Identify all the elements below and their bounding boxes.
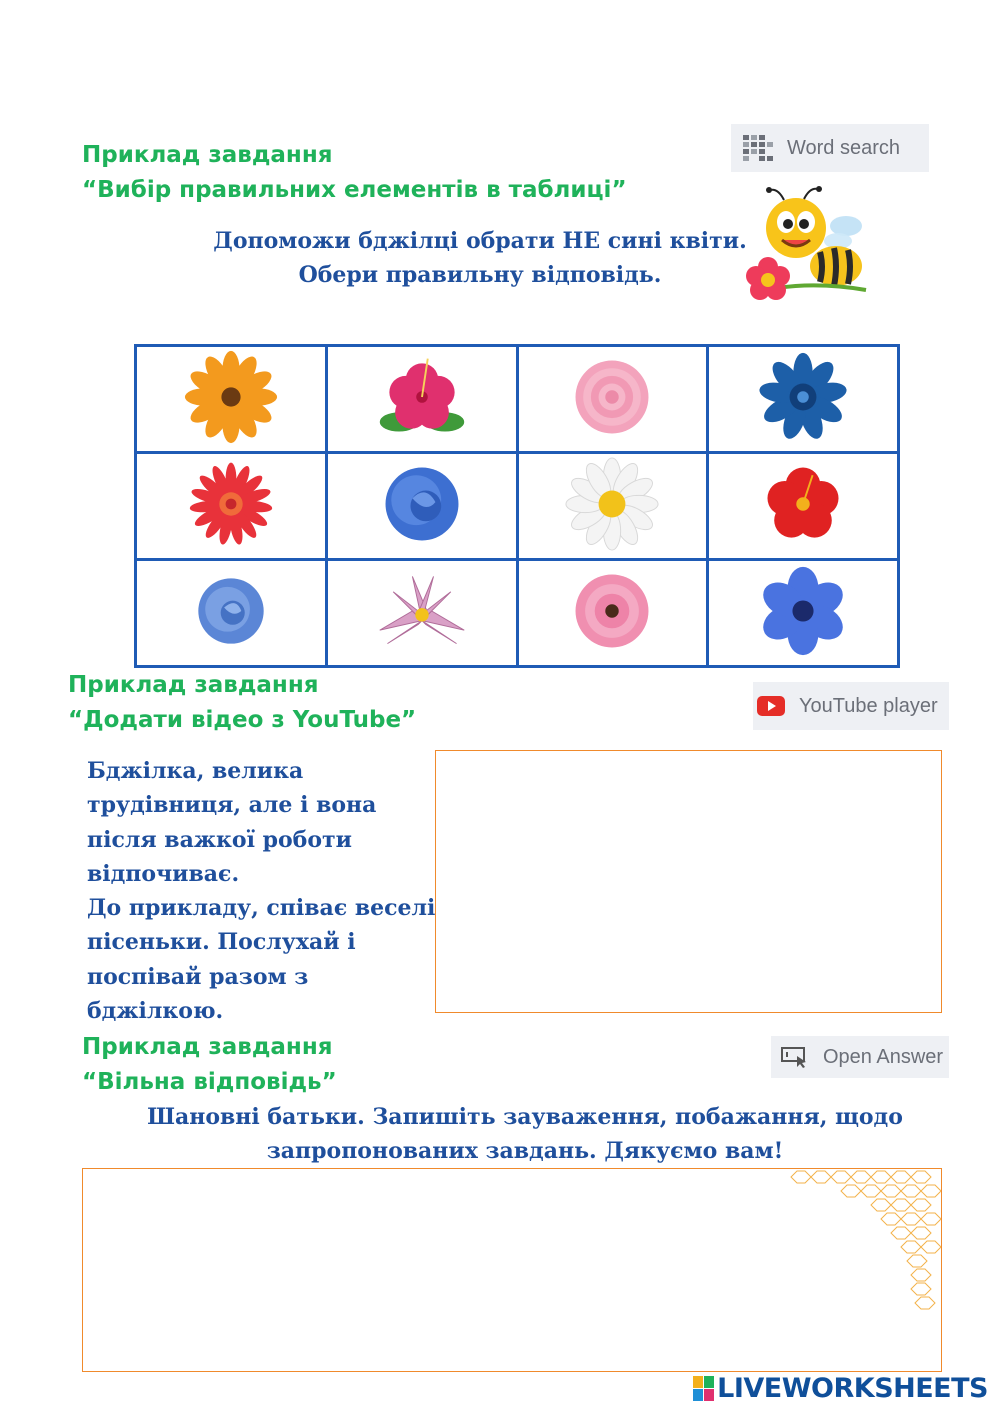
section1-title <box>82 138 627 208</box>
blue-rose-icon <box>374 456 470 552</box>
section2-text-line: До прикладу, співає веселі <box>87 895 436 922</box>
open-answer-chip-label: Open Answer <box>823 1045 944 1068</box>
section2-text <box>87 754 437 1028</box>
flower-cell[interactable] <box>517 346 708 453</box>
section2-text-line: відпочиває. <box>87 860 240 887</box>
red-hibiscus-icon <box>755 456 851 552</box>
section1-instruction <box>130 224 830 292</box>
flower-cell[interactable] <box>136 560 327 667</box>
open-answer-input[interactable] <box>82 1168 942 1372</box>
flower-cell[interactable] <box>326 560 517 667</box>
section3-title <box>82 1030 337 1100</box>
white-daisy-icon <box>564 456 660 552</box>
flower-cell[interactable] <box>326 346 517 453</box>
section2-text-line: трудівниця, але і вона <box>87 792 377 819</box>
open-answer-chip[interactable] <box>771 1036 949 1078</box>
youtube-player-chip[interactable] <box>753 682 949 730</box>
youtube-player-chip-label: YouTube player <box>799 694 938 717</box>
flower-cell[interactable] <box>326 453 517 560</box>
section2-text-line: Бджілка, велика <box>87 758 304 784</box>
youtube-video-frame[interactable] <box>435 750 942 1013</box>
open-answer-icon <box>781 1046 809 1068</box>
word-search-chip-label: Word search <box>787 136 901 159</box>
liveworksheets-badge-icon <box>693 1376 715 1402</box>
liveworksheets-logo-text: LIVEWORKSHEETS <box>717 1373 988 1404</box>
section1-instruction-line2: Обери правильну відповідь. <box>298 262 662 288</box>
youtube-icon <box>757 696 785 716</box>
blue-rose-bud-icon <box>188 568 274 654</box>
word-search-chip[interactable] <box>731 124 929 172</box>
section1-title-line2: “Вибір правильних елементів в таблиці” <box>82 177 627 203</box>
flower-cell[interactable] <box>708 560 899 667</box>
pink-hibiscus-icon <box>374 349 470 445</box>
pink-carnation-icon <box>564 349 660 445</box>
section2-text-line: пісеньки. Послухай і <box>87 929 356 956</box>
flower-cell[interactable] <box>708 453 899 560</box>
flower-grid <box>134 344 900 668</box>
section3-instruction-line2: запропонованих завдань. Дякуємо вам! <box>266 1138 784 1164</box>
blue-anemone-icon <box>755 563 851 659</box>
section3-instruction <box>100 1100 950 1168</box>
word-search-icon <box>743 135 773 161</box>
section2-text-line: поспівай разом з <box>87 963 309 990</box>
pink-ranunculus-icon <box>564 563 660 659</box>
section3-instruction-line1: Шановні батьки. Запишіть зауваження, побажання, щодо <box>147 1104 903 1130</box>
blue-dahlia-icon <box>755 349 851 445</box>
section2-text-line: бджілкою. <box>87 998 224 1025</box>
pink-water-lily-icon <box>369 563 475 659</box>
flower-cell[interactable] <box>136 346 327 453</box>
section1-instruction-line1: Допоможи бджілці обрати НЕ сині квіти. <box>213 228 747 254</box>
flower-cell[interactable] <box>136 453 327 560</box>
flower-cell[interactable] <box>517 453 708 560</box>
liveworksheets-logo <box>693 1373 988 1404</box>
section3-title-line1: Приклад завдання <box>82 1034 333 1060</box>
honeycomb-decoration-icon <box>781 1169 941 1329</box>
flower-cell[interactable] <box>517 560 708 667</box>
section3-title-line2: “Вільна відповідь” <box>82 1069 337 1095</box>
section2-title-line1: Приклад завдання <box>68 672 319 698</box>
section1-title-line1: Приклад завдання <box>82 142 333 168</box>
section2-title-line2: “Додати відео з YouTube” <box>68 707 417 733</box>
flower-cell[interactable] <box>708 346 899 453</box>
section2-title <box>68 668 416 738</box>
orange-flower-icon <box>183 349 279 445</box>
red-gerbera-icon <box>186 459 276 549</box>
section2-text-line: після важкої роботи <box>87 826 352 853</box>
